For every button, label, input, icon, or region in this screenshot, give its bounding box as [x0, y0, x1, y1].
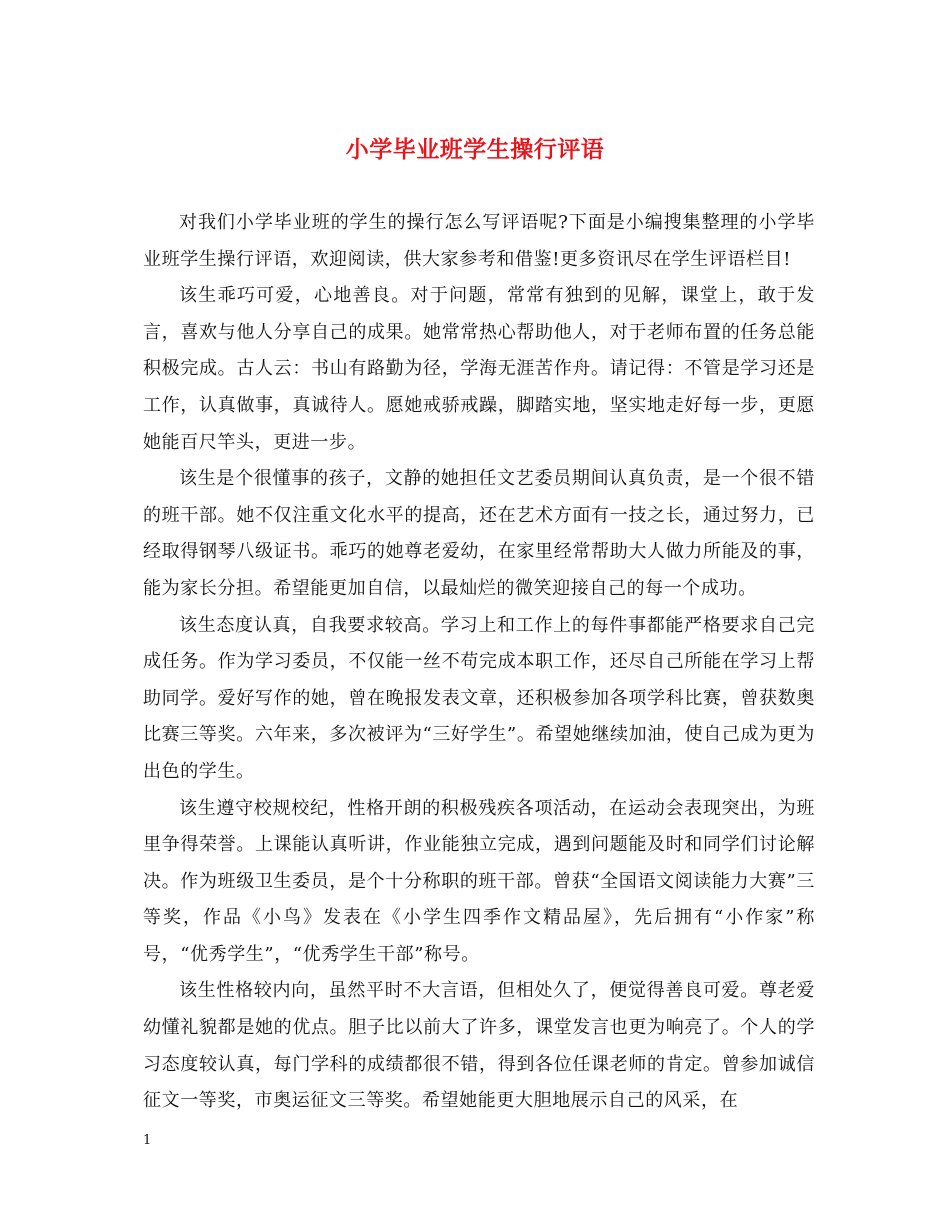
paragraph-comment-2: 该生是个很懂事的孩子，文静的她担任文艺委员期间认真负责，是一个很不错的班干部。她不仅注重文化水平的提高，还在艺术方面有一技之长，通过努力，已经取得钢琴八级证书。乖巧的她尊老爱幼，在家里经常帮助大人做力所能及的事，能为家长分担。希望能更加自信，以最灿烂的微笑迎接自己的每一个成功。 — [143, 468, 815, 599]
paragraph-comment-1: 该生乖巧可爱，心地善良。对于问题，常常有独到的见解，课堂上，敢于发言，喜欢与他人分享自己的成果。她常常热心帮助他人，对于老师布置的任务总能积极完成。古人云：书山有路勤为径，学海无涯苦作舟。请记得：不管是学习还是工作，认真做事，真诚待人。愿她戒骄戒躁，脚踏实地，坚实地走好每一步，更愿她能百尺竿头，更进一步。 — [143, 285, 815, 453]
page-number: 1 — [143, 1133, 152, 1148]
document-title: 小学毕业班学生操行评语 — [345, 136, 605, 163]
document-body — [143, 205, 815, 1120]
paragraph-intro: 对我们小学毕业班的学生的操行怎么写评语呢?下面是小编搜集整理的小学毕业班学生操行评语，欢迎阅读，供大家参考和借鉴!更多资讯尽在学生评语栏目! — [143, 212, 815, 270]
paragraph-comment-3: 该生态度认真，自我要求较高。学习上和工作上的每件事都能严格要求自己完成任务。作为学习委员，不仅能一丝不苟完成本职工作，还尽自己所能在学习上帮助同学。爱好写作的她，曾在晚报发表文章，还积极参加各项学科比赛，曾获数奥比赛三等奖。六年来，多次被评为“三好学生”。希望她继续加油，使自己成为更为出色的学生。 — [143, 614, 815, 782]
paragraph-comment-5: 该生性格较内向，虽然平时不大言语，但相处久了，便觉得善良可爱。尊老爱幼懂礼貌都是她的优点。胆子比以前大了许多，课堂发言也更为响亮了。个人的学习态度较认真，每门学科的成绩都很不错，得到各位任课老师的肯定。曾参加诚信征文一等奖，市奥运征文三等奖。希望她能更大胆地展示自己的风采，在 — [143, 980, 815, 1112]
paragraph-comment-4: 该生遵守校规校纪，性格开朗的积极残疾各项活动，在运动会表现突出，为班里争得荣誉。上课能认真听讲，作业能独立完成，遇到问题能及时和同学们讨论解决。作为班级卫生委员，是个十分称职的班干部。曾获“全国语文阅读能力大赛”三等奖，作品《小鸟》发表在《小学生四季作文精品屋》，先后拥有“小作家”称号，“优秀学生”，“优秀学生干部”称号。 — [143, 797, 815, 965]
